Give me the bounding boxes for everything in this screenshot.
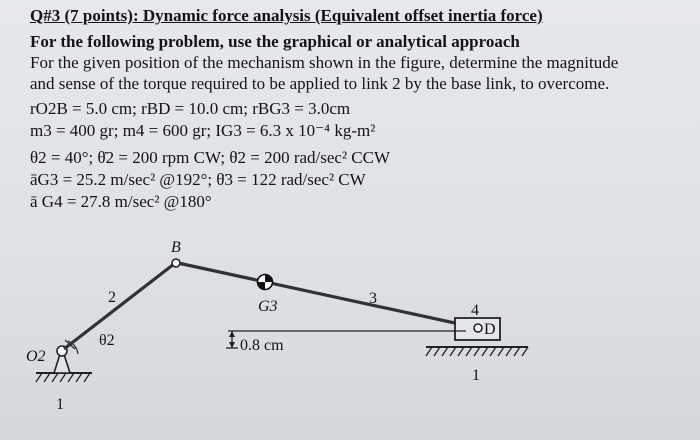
label-o2: O2 (26, 348, 46, 365)
label-link-2: 2 (108, 289, 116, 306)
link-3 (178, 263, 478, 328)
label-d: D (484, 321, 496, 338)
given-angles: θ2 = 40°; θ̇2 = 200 rpm CW; θ̈2 = 200 rad/sec² CCW (30, 148, 391, 167)
label-g3: G3 (258, 298, 278, 315)
joint-d (474, 324, 482, 332)
label-offset: 0.8 cm (240, 337, 284, 354)
label-theta-2: θ2 (99, 332, 115, 349)
problem-statement-line-1: For the given position of the mechanism shown in the figure, determine the magnitude (30, 53, 619, 72)
given-acceleration-g3: āG3 = 25.2 m/sec² @192°; θ̈3 = 122 rad/sec² CW (30, 170, 366, 189)
g3-mass-center (258, 275, 273, 290)
question-title: Q#3 (7 points): Dynamic force analysis (Equivalent offset inertia force) (30, 6, 543, 25)
label-ground-left: 1 (56, 396, 64, 413)
given-masses: m3 = 400 gr; m4 = 600 gr; IG3 = 6.3 x 10⁻⁴ kg-m² (30, 121, 376, 140)
label-b: B (171, 239, 181, 256)
problem-statement-line-2: and sense of the torque required to be applied to link 2 by the base link, to overcome. (30, 74, 610, 93)
label-ground-right: 1 (472, 367, 480, 384)
label-link-3: 3 (369, 290, 377, 307)
joint-b (172, 259, 180, 267)
approach-instruction: For the following problem, use the graphical or analytical approach (30, 32, 520, 51)
link-2 (64, 264, 174, 349)
mechanism-diagram (0, 220, 700, 440)
given-lengths: rO2B = 5.0 cm; rBD = 10.0 cm; rBG3 = 3.0cm (30, 99, 351, 118)
given-acceleration-g4: ā G4 = 27.8 m/sec² @180° (30, 192, 212, 211)
label-link-4: 4 (471, 302, 479, 319)
ground-slider (426, 347, 528, 356)
